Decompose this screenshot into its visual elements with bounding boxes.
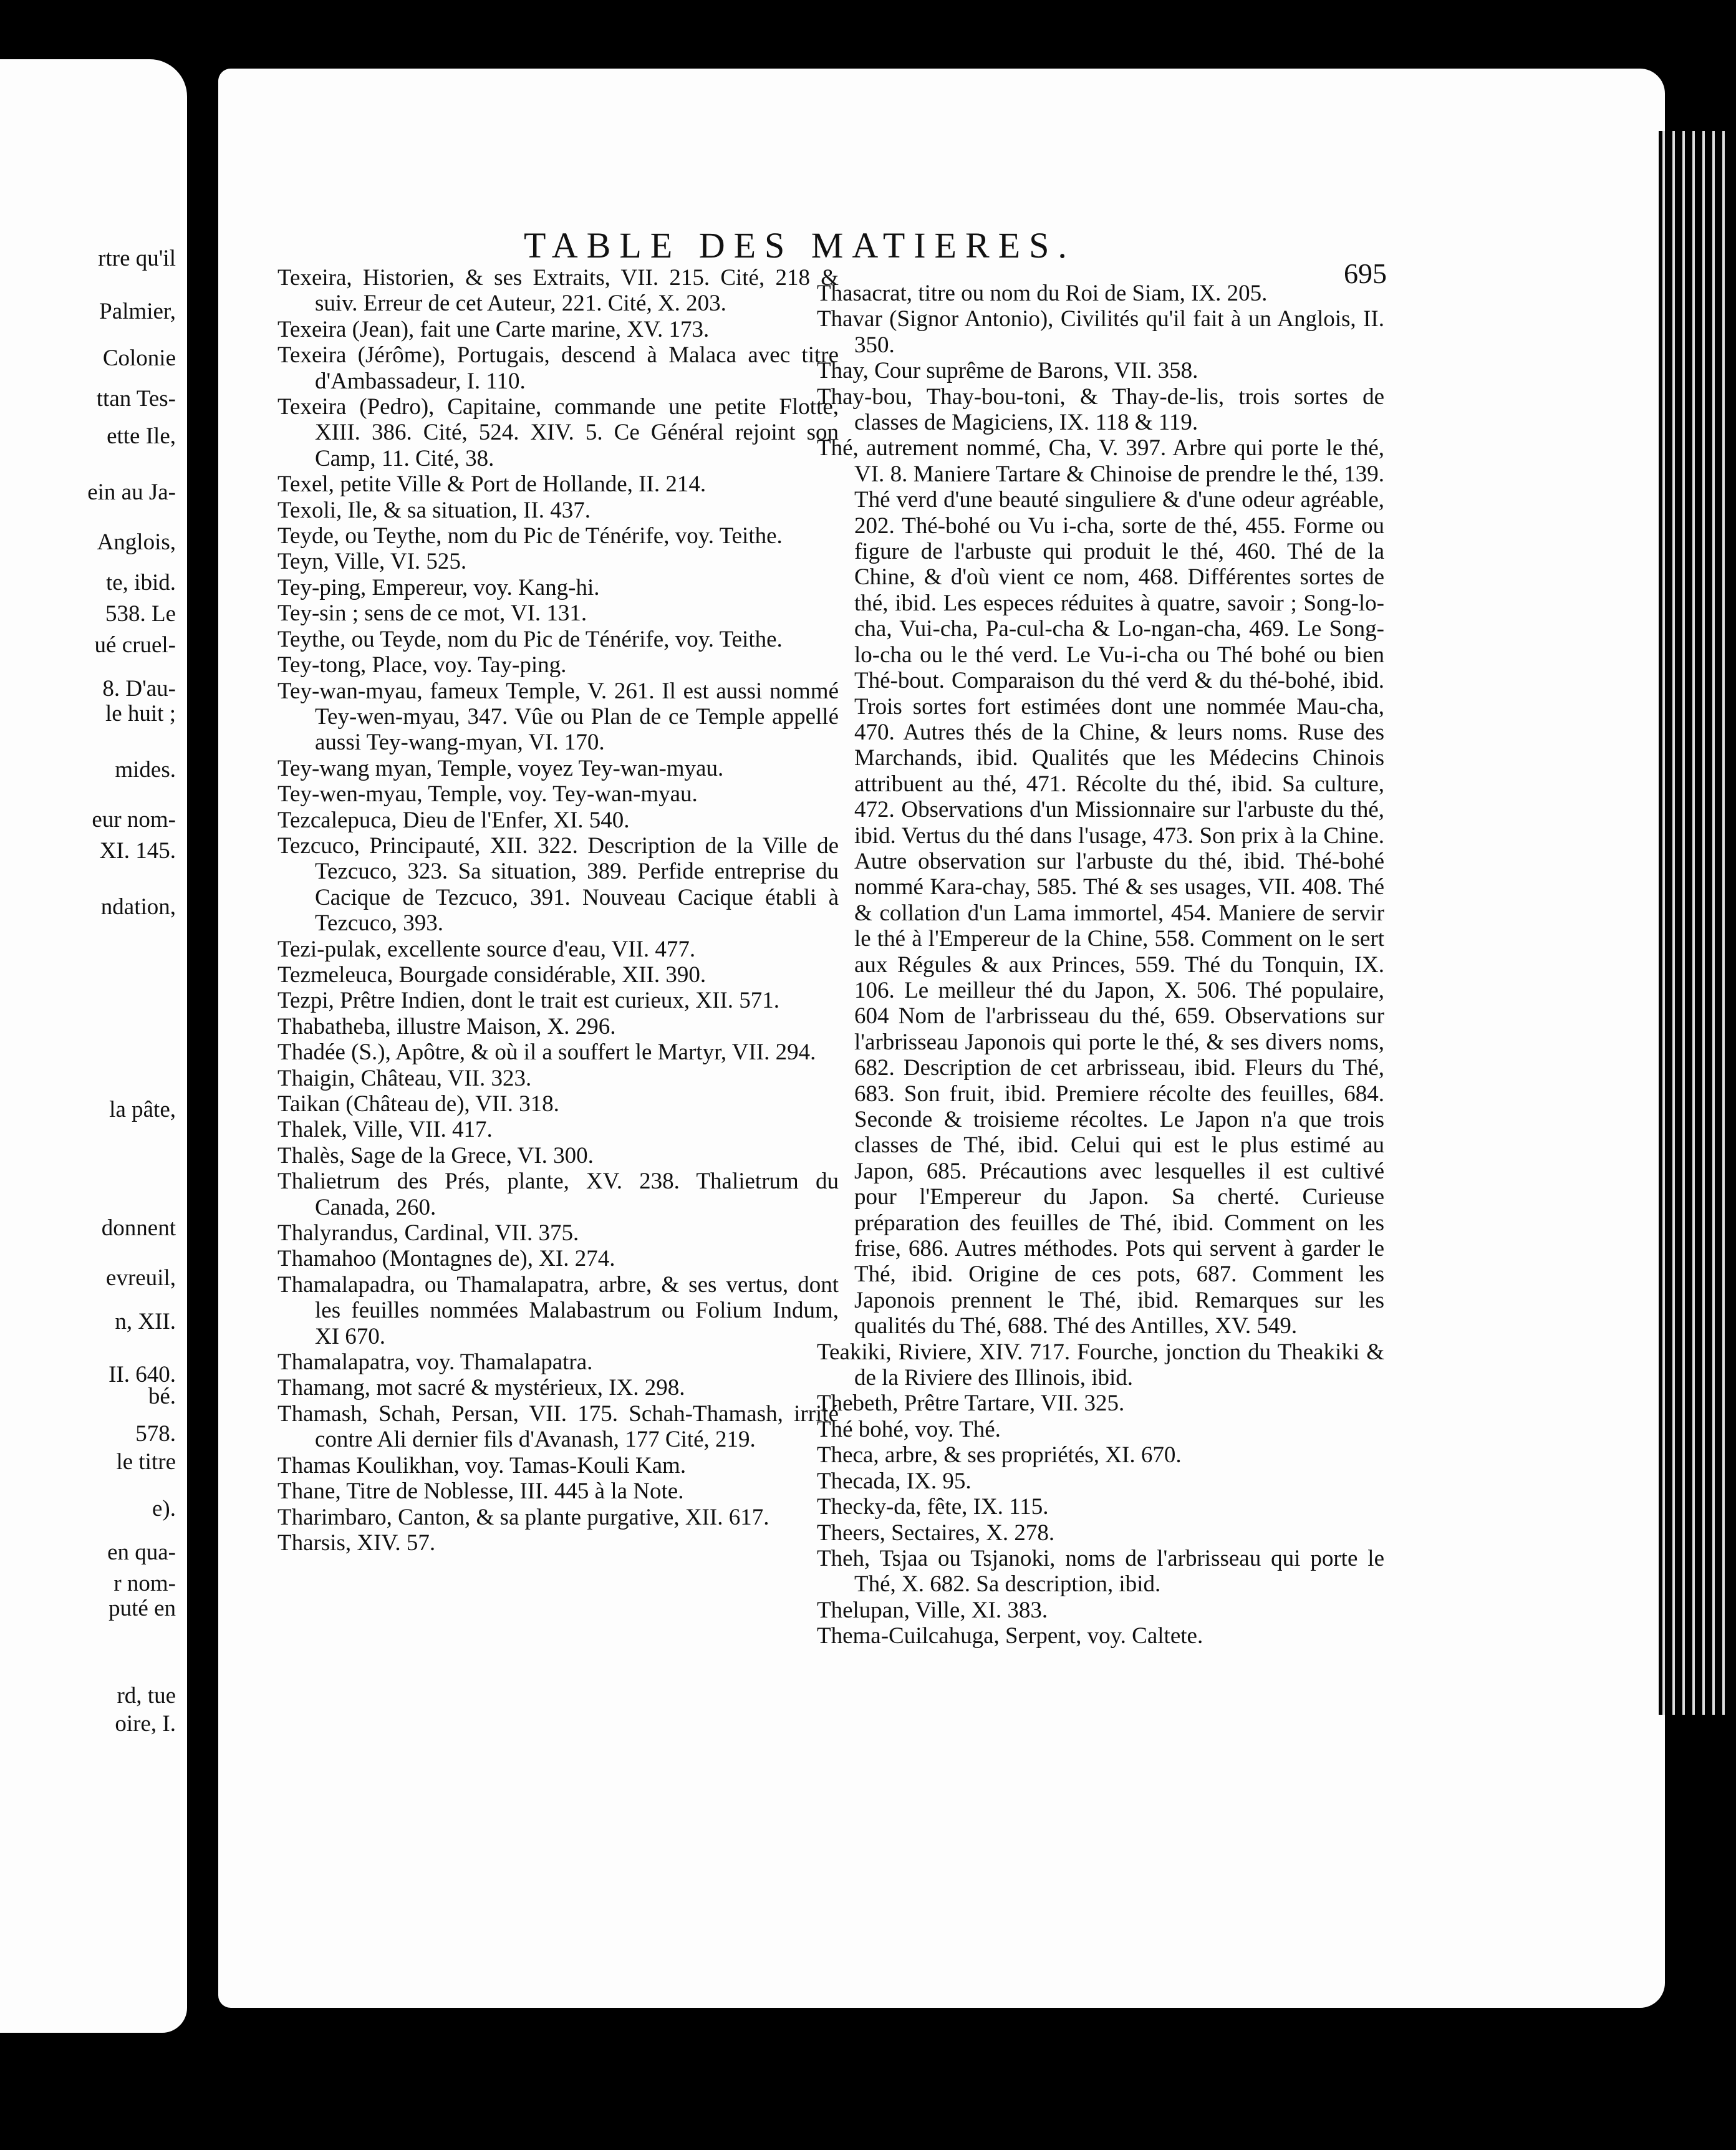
index-entry: Thamas Koulikhan, voy. Tamas-Kouli Kam. bbox=[277, 1452, 687, 1478]
index-entry: Thelupan, Ville, XI. 383. bbox=[817, 1597, 1048, 1623]
facing-page-line: en qua- bbox=[107, 1540, 176, 1565]
index-entry: Thebeth, Prêtre Tartare, VII. 325. bbox=[817, 1391, 1125, 1417]
facing-page-line: 578. bbox=[135, 1421, 176, 1447]
index-entry: Theh, Tsjaa ou Tsjanoki, noms de l'arbrisseau qui porte le Thé, X. 682. Sa description, ibid. bbox=[817, 1545, 1384, 1598]
facing-page-line: ttan Tes- bbox=[96, 386, 176, 412]
facing-page-line: evreuil, bbox=[106, 1265, 176, 1291]
facing-page-line: oire, I. bbox=[115, 1711, 176, 1737]
facing-page-line: eur nom- bbox=[92, 807, 176, 832]
index-entry: Texeira, Historien, & ses Extraits, VII. 215. Cité, 218 & suiv. Erreur de cet Auteur, 221. Cité, X. 203. bbox=[277, 265, 839, 317]
facing-page-line: ndation, bbox=[100, 894, 176, 920]
facing-page-line: 8. D'au- bbox=[102, 676, 176, 701]
index-entry: Thalyrandus, Cardinal, VII. 375. bbox=[277, 1220, 579, 1246]
index-entry: Thane, Titre de Noblesse, III. 445 à la Note. bbox=[277, 1478, 684, 1505]
index-entry: Thema-Cuilcahuga, Serpent, voy. Caltete. bbox=[817, 1623, 1203, 1649]
index-entry: Tezcuco, Principauté, XII. 322. Description de la Ville de Tezcuco, 323. Sa situation, 389. Perfide entreprise du Cacique de Tezcuco, 391. Nouveau Cacique établi à Tezcuco, 393. bbox=[277, 832, 839, 937]
index-entry: Tharsis, XIV. 57. bbox=[277, 1530, 436, 1556]
index-entry: Tey-wan-myau, fameux Temple, V. 261. Il est aussi nommé Tey-wen-myau, 347. Vûe ou Plan de ce Temple appellé aussi Tey-wang-myan, VI. 170. bbox=[277, 678, 839, 756]
facing-page-line: rd, tue bbox=[117, 1683, 176, 1709]
facing-page-line: ué cruel- bbox=[94, 632, 176, 658]
index-entry: Texeira (Jérôme), Portugais, descend à Malaca avec titre d'Ambassadeur, I. 110. bbox=[277, 342, 839, 394]
facing-page-line: XI. 145. bbox=[99, 838, 176, 864]
index-column-left bbox=[277, 265, 839, 1556]
index-entry: Tey-ping, Empereur, voy. Kang-hi. bbox=[277, 574, 600, 600]
index-entry: Teakiki, Riviere, XIV. 717. Fourche, jonction du Theakiki & de la Riviere des Illinois, ibid. bbox=[817, 1339, 1384, 1391]
index-entry: Texoli, Ile, & sa situation, II. 437. bbox=[277, 497, 591, 523]
page-number: 695 bbox=[1344, 258, 1387, 289]
facing-page-line: le huit ; bbox=[105, 701, 176, 726]
index-entry: Tey-wang myan, Temple, voyez Tey-wan-myau. bbox=[277, 755, 724, 781]
index-entry: Thamang, mot sacré & mystérieux, IX. 298. bbox=[277, 1375, 685, 1401]
index-entry: Thalietrum des Prés, plante, XV. 238. Thalietrum du Canada, 260. bbox=[277, 1169, 839, 1220]
facing-page-line: r nom- bbox=[113, 1571, 176, 1596]
index-entry: Texeira (Jean), fait une Carte marine, XV. 173. bbox=[277, 316, 710, 342]
facing-page-line: ein au Ja- bbox=[87, 480, 176, 505]
index-entry: Thay, Cour suprême de Barons, VII. 358. bbox=[817, 358, 1198, 384]
page-edge-stack bbox=[1659, 131, 1727, 1715]
index-entry: Thalek, Ville, VII. 417. bbox=[277, 1117, 493, 1143]
index-entry: Theers, Sectaires, X. 278. bbox=[817, 1520, 1055, 1546]
index-entry: Tharimbaro, Canton, & sa plante purgative, XII. 617. bbox=[277, 1504, 769, 1530]
facing-page-line: puté en bbox=[109, 1596, 176, 1621]
facing-page-line: mides. bbox=[115, 757, 176, 783]
index-entry: Thay-bou, Thay-bou-toni, & Thay-de-lis, trois sortes de classes de Magiciens, IX. 118 & 119. bbox=[817, 383, 1384, 436]
index-entry: Tey-sin ; sens de ce mot, VI. 131. bbox=[277, 600, 587, 627]
index-entry: Taikan (Château de), VII. 318. bbox=[277, 1091, 559, 1117]
index-entry: Thamalapadra, ou Thamalapatra, arbre, & ses vertus, dont les feuilles nommées Malabastrum ou Folium Indum, XI 670. bbox=[277, 1271, 839, 1349]
index-entry: Teyde, ou Teythe, nom du Pic de Ténérife, voy. Teithe. bbox=[277, 523, 783, 549]
facing-page-line: donnent bbox=[101, 1215, 176, 1241]
index-entry: Thavar (Signor Antonio), Civilités qu'il fait à un Anglois, II. 350. bbox=[817, 306, 1384, 358]
index-entry: Tezcalepuca, Dieu de l'Enfer, XI. 540. bbox=[277, 807, 630, 833]
index-entry: Texel, petite Ville & Port de Hollande, II. 214. bbox=[277, 471, 706, 498]
index-entry: Teyn, Ville, VI. 525. bbox=[277, 549, 467, 575]
facing-page-line: n, XII. bbox=[115, 1309, 176, 1334]
index-entry: Tezi-pulak, excellente source d'eau, VII. 477. bbox=[277, 936, 696, 962]
index-entry: Thamahoo (Montagnes de), XI. 274. bbox=[277, 1246, 615, 1272]
index-entry: Thalès, Sage de la Grece, VI. 300. bbox=[277, 1142, 594, 1169]
index-entry: Texeira (Pedro), Capitaine, commande une petite Flotte, XIII. 386. Cité, 524. XIV. 5. Ce Général rejoint son Camp, 11. Cité, 38. bbox=[277, 394, 839, 471]
facing-page-line: e). bbox=[152, 1496, 176, 1521]
index-entry: Thé bohé, voy. Thé. bbox=[817, 1416, 1001, 1442]
facing-page-line: 538. Le bbox=[105, 601, 176, 627]
facing-page-fragment bbox=[0, 59, 187, 2033]
running-head: TABLE DES MATIERES. bbox=[524, 225, 1076, 266]
index-entry: Tey-tong, Place, voy. Tay-ping. bbox=[277, 652, 567, 678]
index-entry: Tezpi, Prêtre Indien, dont le trait est curieux, XII. 571. bbox=[277, 988, 779, 1014]
index-entry: Thecada, IX. 95. bbox=[817, 1468, 972, 1494]
index-column-right bbox=[817, 281, 1384, 1649]
index-entry: Thadée (S.), Apôtre, & où il a souffert le Martyr, VII. 294. bbox=[277, 1039, 816, 1066]
index-entry: Thecky-da, fête, IX. 115. bbox=[817, 1494, 1049, 1520]
facing-page-line: II. 640. bbox=[109, 1362, 176, 1387]
facing-page-line: te, ibid. bbox=[105, 570, 176, 595]
index-entry: Thabatheba, illustre Maison, X. 296. bbox=[277, 1013, 616, 1039]
index-entry: Thamalapatra, voy. Thamalapatra. bbox=[277, 1349, 593, 1376]
index-entry: Thaigin, Château, VII. 323. bbox=[277, 1065, 532, 1091]
index-entry: Teythe, ou Teyde, nom du Pic de Ténérife, voy. Teithe. bbox=[277, 626, 783, 652]
index-entry: Theca, arbre, & ses propriétés, XI. 670. bbox=[817, 1442, 1182, 1468]
index-entry: Thasacrat, titre ou nom du Roi de Siam, IX. 205. bbox=[817, 281, 1268, 306]
facing-page-line: rtre qu'il bbox=[98, 246, 176, 271]
index-entry: Thé, autrement nommé, Cha, V. 397. Arbre qui porte le thé, VI. 8. Maniere Tartare & Chinoise de prendre le thé, 139. Thé verd d'une beauté singuliere & d'une odeur agréable, 202. Thé-bohé ou Vu i-cha, sorte de thé, 455. Forme ou figure de l'arbuste qui produit le thé, 460. Thé de la Chine, & d'où vient ce nom, 468. Différentes sortes de thé, ibid. Les especes réduites à quatre, savoir ; Song-lo-cha, Vui-cha, Pa-cul-cha & Lo-ngan-cha, 469. Le Song-lo-cha ou le thé verd. Le Vu-i-cha ou Thé bohé ou bien Thé-bout. Comparaison du thé verd & du thé-bohé, ibid. Trois sortes fort estimées dont une nommée Mau-cha, 470. Autres thés de la Chine, & leurs noms. Ruse des Marchands, ibid. Qualités que les Médecins Chinois attribuent au thé, 471. Récolte du thé, ibid. Sa culture, 472. Observations d'un Missionnaire sur l'arbuste du thé, ibid. Vertus du thé dans l'usage, 473. Son prix à la Chine. Autre observation sur l'arbuste du thé, ibid. Thé-bohé nommé Kara-chay, 585. Thé & ses usages, VII. 408. Thé & collation d'un Lama immortel, 454. Maniere de servir le thé à l'Empereur de la Chine, 558. Comment on le sert aux Régules & aux Princes, 559. Thé du Tonquin, IX. 106. Le meilleur thé du Japon, X. 506. Thé populaire, 604 Nom de l'arbrisseau du thé, 659. Observations sur l'arbrisseau Japonois qui porte le thé, & ses divers noms, 682. Description de cet arbrisseau, ibid. Fleurs du Thé, 683. Son fruit, ibid. Premiere récolte des feuilles, 684. Seconde & troisieme récoltes. Le Japon n'a que trois classes de Thé, ibid. Celui qui est le plus estimé au Japon, 685. Précautions avec lesquelles il est cultivé pour l'Empereur du Japon. Sa cherté. Curieuse préparation des feuilles de Thé, ibid. Comment on les frise, 686. Autres méthodes. Pots qui servent à garder le Thé, ibid. Origine de ces pots, 687. Comment les Japonois prennent le Thé, ibid. Remarques sur les qualités du Thé, 688. Thé des Antilles, XV. 549. bbox=[817, 435, 1384, 1339]
facing-page-line: ette Ile, bbox=[107, 423, 176, 449]
facing-page-line: Colonie bbox=[102, 345, 176, 371]
facing-page-line: Anglois, bbox=[97, 529, 176, 555]
index-entry: Thamash, Schah, Persan, VII. 175. Schah-Thamash, irrité contre Ali dernier fils d'Avanash, 177 Cité, 219. bbox=[277, 1400, 839, 1453]
facing-page-line: bé. bbox=[148, 1384, 176, 1409]
facing-page-line: la pâte, bbox=[109, 1097, 176, 1122]
facing-page-line: Palmier, bbox=[99, 299, 176, 324]
index-entry: Tezmeleuca, Bourgade considérable, XII. 390. bbox=[277, 962, 706, 988]
index-entry: Tey-wen-myau, Temple, voy. Tey-wan-myau. bbox=[277, 781, 698, 807]
facing-page-line: le titre bbox=[116, 1449, 176, 1475]
